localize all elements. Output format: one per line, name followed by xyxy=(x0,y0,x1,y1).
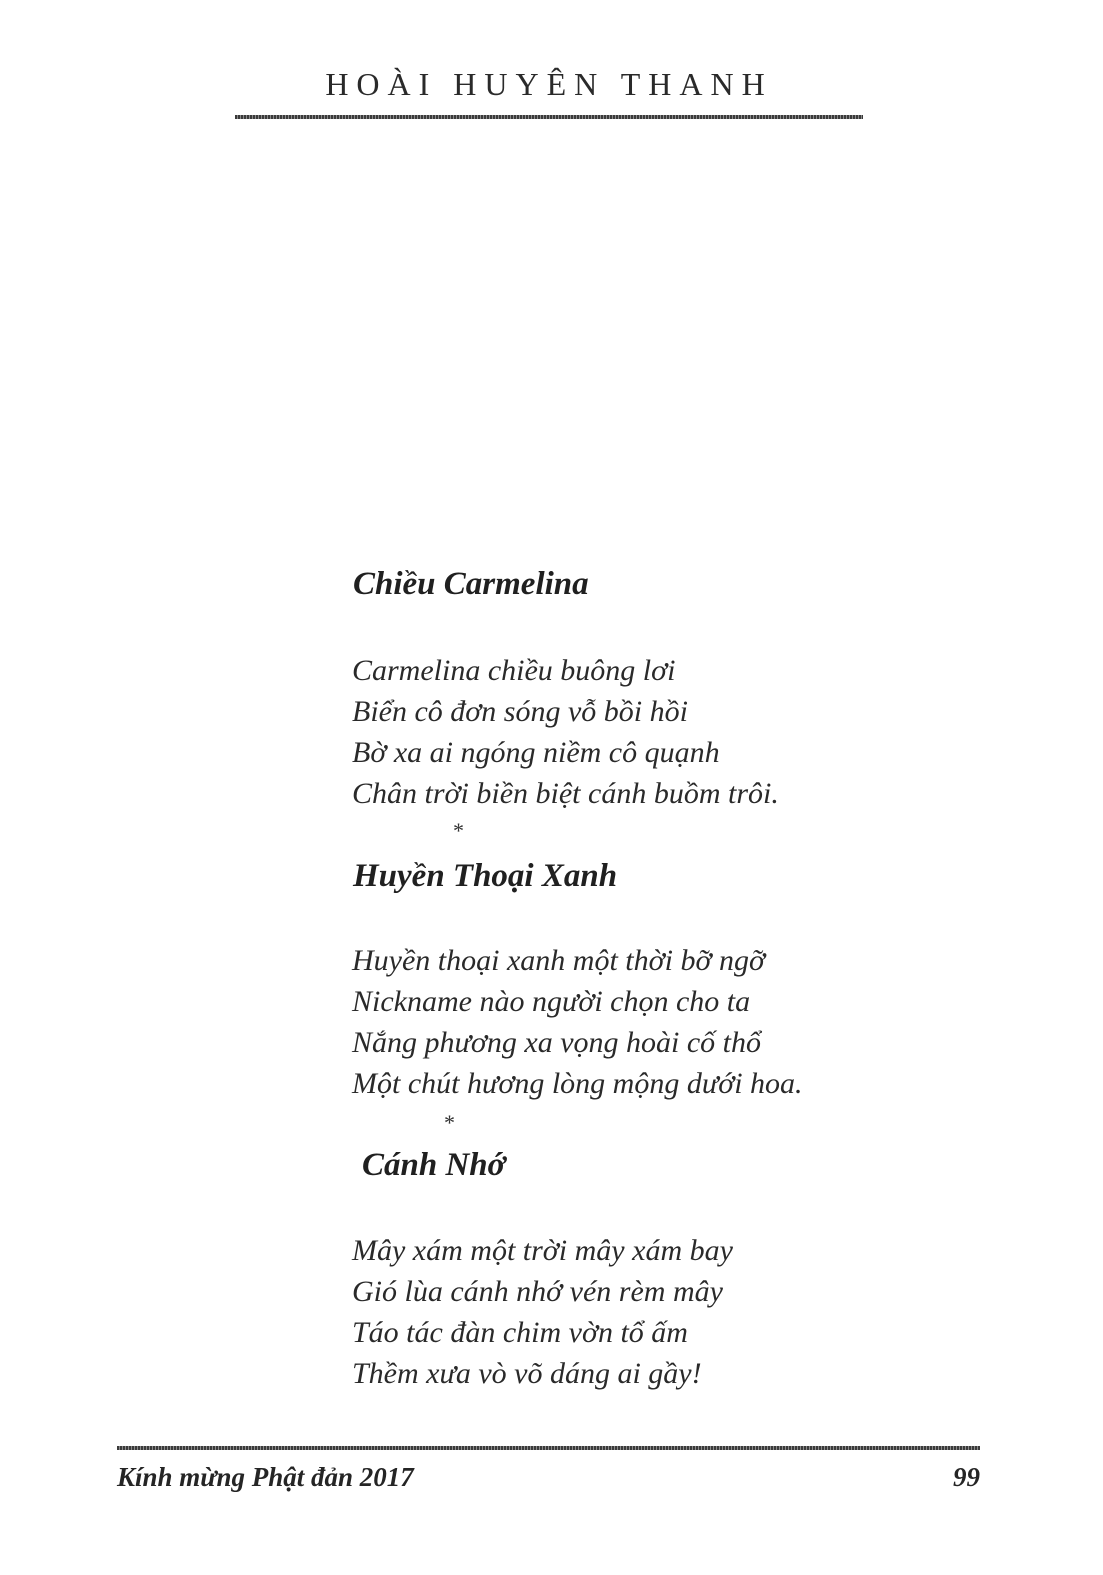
section-separator-1: * xyxy=(453,818,464,843)
poem-line: Mây xám một trời mây xám bay xyxy=(352,1234,733,1267)
poem-line: Biển cô đơn sóng vỗ bồi hồi xyxy=(352,695,688,728)
poem-line: Bờ xa ai ngóng niềm cô quạnh xyxy=(352,736,720,769)
poem-stanza-1 xyxy=(352,650,779,814)
poem-line: Gió lùa cánh nhớ vén rèm mây xyxy=(352,1275,723,1308)
poem-title-1: Chiều Carmelina xyxy=(353,566,589,602)
poem-line: Táo tác đàn chim vờn tổ ấm xyxy=(352,1316,688,1349)
poem-line: Nickname nào người chọn cho ta xyxy=(352,985,751,1018)
poem-line: Chân trời biền biệt cánh buồm trôi. xyxy=(352,777,779,810)
page-number: 99 xyxy=(953,1462,980,1492)
poem-stanza-3 xyxy=(352,1230,733,1394)
poem-line: Một chút hương lòng mộng dưới hoa. xyxy=(352,1067,803,1100)
section-separator-2: * xyxy=(444,1110,455,1135)
footer-divider xyxy=(117,1446,980,1450)
header-divider xyxy=(235,115,863,119)
poem-title-3: Cánh Nhớ xyxy=(362,1147,506,1183)
poem-title-2: Huyền Thoại Xanh xyxy=(353,858,618,894)
poem-line: Thềm xưa vò võ dáng ai gầy! xyxy=(352,1357,702,1390)
poem-line: Carmelina chiều buông lơi xyxy=(352,654,676,687)
poem-line: Nắng phương xa vọng hoài cố thổ xyxy=(352,1026,761,1059)
poem-line: Huyền thoại xanh một thời bỡ ngỡ xyxy=(352,944,765,977)
footer-caption: Kính mừng Phật đản 2017 xyxy=(117,1462,414,1492)
running-header: HOÀI HUYÊN THANH xyxy=(325,66,773,102)
poem-stanza-2 xyxy=(352,940,803,1104)
